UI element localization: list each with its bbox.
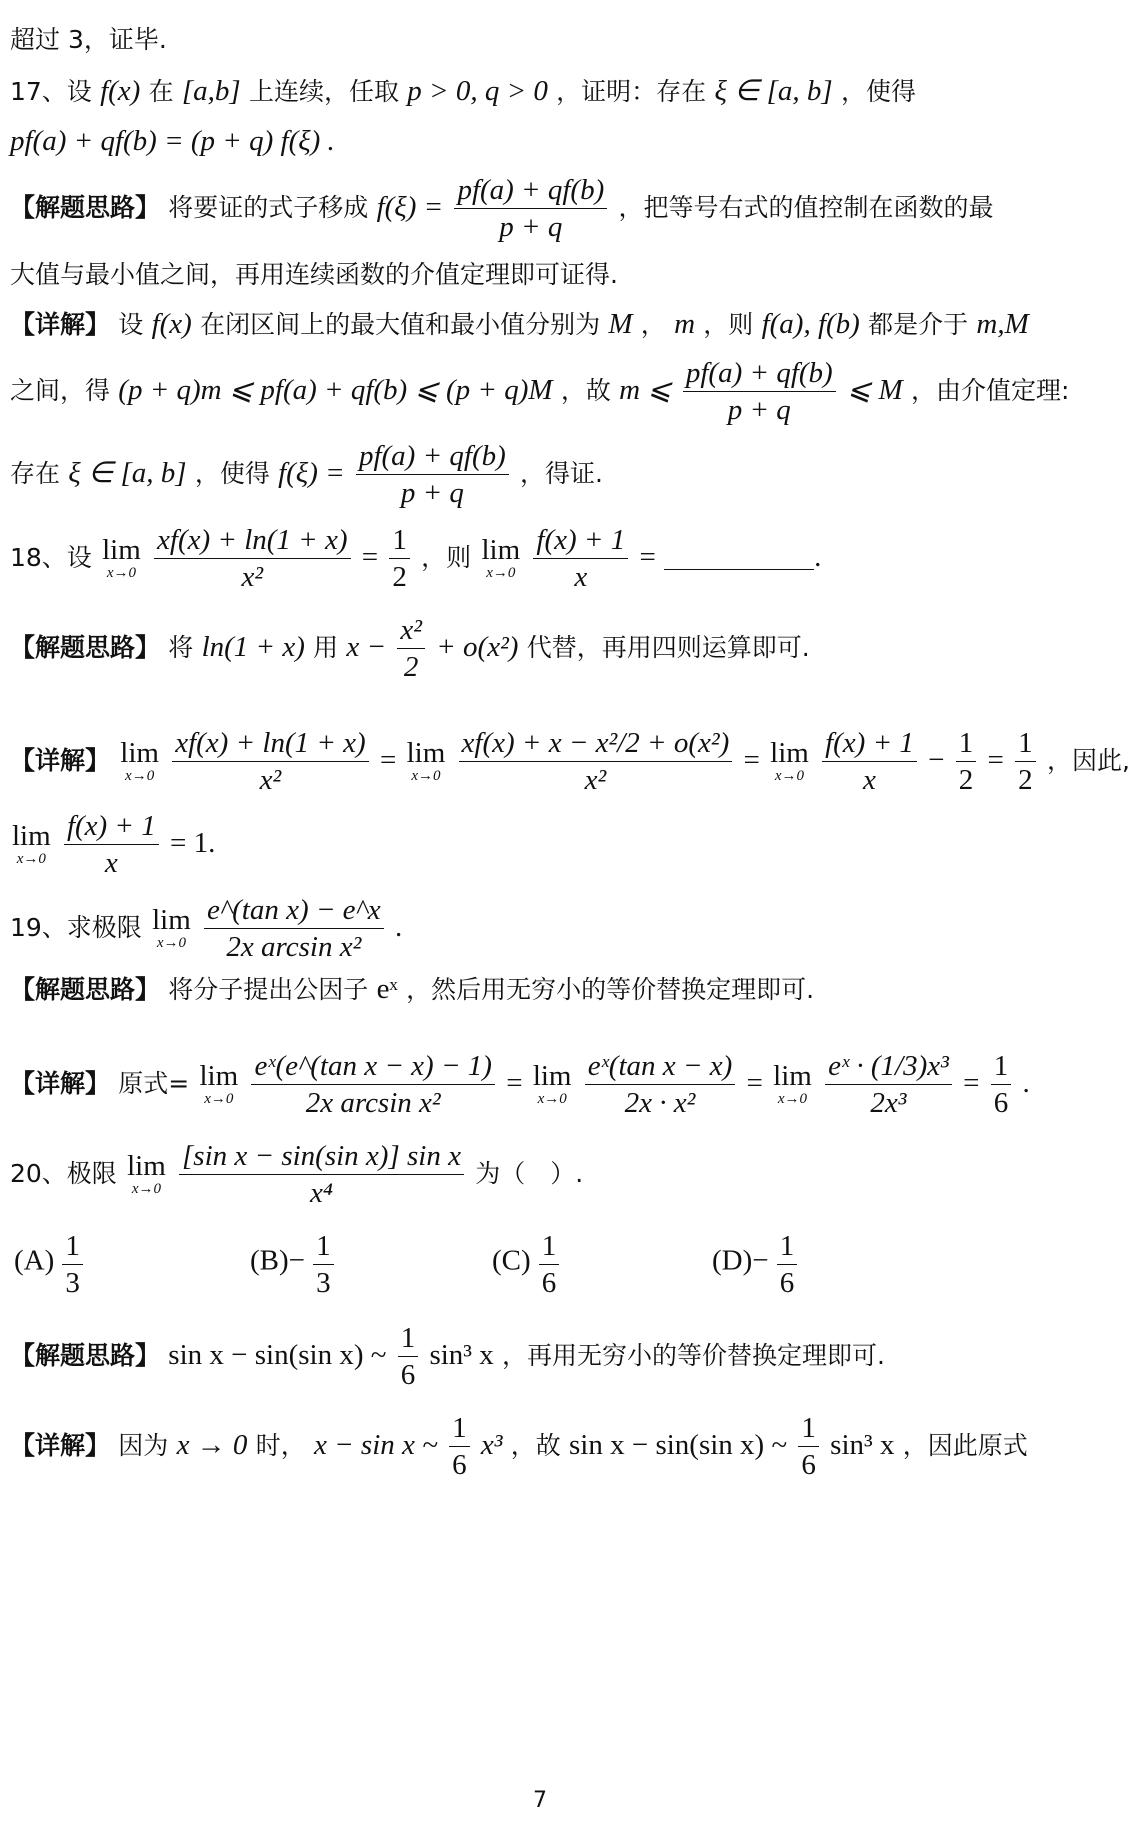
s17-idea-line2 xyxy=(10,255,618,291)
p18-fraction2 xyxy=(533,522,628,596)
s19-da: 原式= xyxy=(118,1068,190,1098)
s20-ib: sin³ x xyxy=(429,1338,494,1371)
eq-sign: = xyxy=(506,1066,523,1099)
s17-frac-num: pf(a) + qf(b) xyxy=(454,172,607,209)
option-d-sign: − xyxy=(752,1244,769,1277)
p17-text2: 上连续，任取 xyxy=(248,77,399,106)
s18-detail xyxy=(10,725,1130,799)
s18-f2-n: xf(x) + x − x²/2 + o(x²) xyxy=(459,725,733,762)
s18-half2 xyxy=(1015,725,1036,799)
s17-d2a: 之间，得 xyxy=(10,375,111,405)
s17-d1i: 都是介于 xyxy=(868,310,969,339)
s17-f-frac-num: pf(a) + qf(b) xyxy=(356,438,509,475)
s18-lim2 xyxy=(407,739,446,785)
eq-sign: = xyxy=(963,1066,980,1099)
s18-f1-n: xf(x) + ln(1 + x) xyxy=(172,725,369,762)
lim-word: lim xyxy=(127,1150,166,1182)
detail-tag: 【详解】 xyxy=(10,1430,111,1460)
option-d-n: 1 xyxy=(777,1228,798,1265)
p18-dot: . xyxy=(814,540,822,573)
s20-ia: sin x − sin(sin x) ~ xyxy=(168,1338,387,1371)
option-d[interactable] xyxy=(712,1228,800,1302)
p19-n: e^(tan x) − e^x xyxy=(204,892,384,929)
lim-sub: x→0 xyxy=(131,1181,161,1197)
option-d-label: (D) xyxy=(712,1244,753,1277)
p18-fraction1 xyxy=(154,522,351,596)
p19-dot: . xyxy=(394,910,403,943)
option-b[interactable] xyxy=(250,1228,337,1302)
p18-end-eq: = xyxy=(639,540,656,573)
p20-fraction xyxy=(179,1138,464,1212)
p19-number: 19、求极限 xyxy=(10,912,142,942)
p18-limit xyxy=(102,536,141,582)
s18-frac-d: 2 xyxy=(403,651,419,684)
s19-ic: ，然后用无穷小的等价替换定理即可. xyxy=(406,975,815,1004)
s17-d2d: m ⩽ xyxy=(619,373,672,406)
s20-ic: ，再用无穷小的等价替换定理即可. xyxy=(502,1340,885,1370)
p20-n: [sin x − sin(sin x)] sin x xyxy=(179,1138,464,1175)
p17-interval: [a,b] xyxy=(181,75,241,107)
option-c[interactable] xyxy=(492,1228,562,1302)
s17-frac-den: p + q xyxy=(499,211,563,244)
s19-ia: 将分子提出公因子 xyxy=(168,975,369,1004)
frac-n: 1 xyxy=(798,1410,819,1447)
p18-half xyxy=(389,522,410,596)
s20-de: x³ xyxy=(480,1428,503,1461)
s18-f2 xyxy=(459,725,733,799)
p17-pq: p > 0, q > 0 xyxy=(407,75,548,107)
p18-d1: x² xyxy=(241,561,264,594)
lim-word: lim xyxy=(120,737,159,769)
idea-tag: 【解题思路】 xyxy=(10,1340,161,1370)
continued-label: 超过 3，证毕. xyxy=(10,25,167,54)
option-b-n: 1 xyxy=(313,1228,334,1265)
s17-d-frac-den: p + q xyxy=(727,394,791,427)
s19-n3: eˣ · (1/3)x³ xyxy=(825,1048,952,1085)
s20-df: ，故 xyxy=(510,1430,561,1460)
lim-word: lim xyxy=(406,737,446,769)
s17-d1h: f(a), f(b) xyxy=(761,308,860,340)
s20-dd: x − sin x ~ xyxy=(313,1428,438,1461)
eq-sign: = xyxy=(987,743,1004,776)
s20-dg: sin x − sin(sin x) ~ xyxy=(569,1428,788,1461)
lim-word: lim xyxy=(152,904,191,936)
s17-idea-b: ，把等号右式的值控制在函数的最 xyxy=(618,192,994,222)
s17-d3c: ，使得 xyxy=(194,458,270,488)
option-a-frac xyxy=(62,1228,83,1302)
lim-sub: x→0 xyxy=(486,565,516,581)
s19-detail xyxy=(10,1048,1030,1122)
option-a-d: 3 xyxy=(65,1267,80,1300)
s17-fraction xyxy=(454,172,607,246)
s17-d1d: M xyxy=(608,308,633,340)
s19-f2 xyxy=(585,1048,736,1122)
s20-dc: 时， xyxy=(255,1430,306,1460)
s18-ia: 将 xyxy=(168,632,194,662)
p17-xi: ξ ∈ [a, b] xyxy=(714,75,833,107)
s18-result xyxy=(10,808,215,882)
s18-tail: ，因此, xyxy=(1046,745,1130,775)
p18-half-n: 1 xyxy=(389,522,410,559)
s18-f2-d: x² xyxy=(584,764,607,797)
s18-id: x − xyxy=(346,630,387,663)
p17-number: 17、设 xyxy=(10,77,92,106)
s17-d2f: ，由介值定理: xyxy=(910,375,1070,405)
eq-sign: = xyxy=(743,743,760,776)
p17-text1: 在 xyxy=(148,77,174,106)
p19-fraction xyxy=(204,892,384,966)
s19-f3 xyxy=(825,1048,952,1122)
p18-number: 18、设 xyxy=(10,542,92,572)
option-c-n: 1 xyxy=(539,1228,560,1265)
s17-d1e: ， xyxy=(640,310,666,339)
continued-text xyxy=(10,20,167,56)
half-n: 1 xyxy=(1015,725,1036,762)
s20-frac2 xyxy=(449,1410,470,1484)
s19-lim1 xyxy=(200,1062,239,1108)
s20-db: x → 0 xyxy=(176,1428,248,1461)
s19-dot: . xyxy=(1022,1066,1030,1099)
s17-d1j: m,M xyxy=(976,308,1029,340)
s17-d2c: ，故 xyxy=(560,375,611,405)
problem-19 xyxy=(10,892,402,966)
lim-word: lim xyxy=(12,820,51,852)
s17-d1f: m xyxy=(674,308,696,340)
s17-final-fraction xyxy=(356,438,509,512)
detail-tag: 【详解】 xyxy=(10,1068,111,1098)
idea-tag: 【解题思路】 xyxy=(10,975,161,1004)
s19-f1 xyxy=(251,1048,494,1122)
s17-d-frac-num: pf(a) + qf(b) xyxy=(683,355,836,392)
s18-lim4 xyxy=(12,822,51,868)
s17-idea-c: 大值与最小值之间，再用连续函数的介值定理即可证得. xyxy=(10,260,618,289)
lim-word: lim xyxy=(770,737,809,769)
s17-d3a: 存在 xyxy=(10,458,61,488)
option-b-frac xyxy=(313,1228,334,1302)
s18-half1 xyxy=(956,725,977,799)
option-a[interactable] xyxy=(14,1228,86,1302)
p18-limit2 xyxy=(481,536,520,582)
eq-sign: = xyxy=(379,743,397,776)
s19-n1: eˣ(e^(tan x − x) − 1) xyxy=(251,1048,494,1085)
p18-d2: x xyxy=(574,561,588,594)
p20-number: 20、极限 xyxy=(10,1158,117,1188)
s20-detail xyxy=(10,1410,1028,1484)
lim-sub: x→0 xyxy=(204,1091,234,1107)
p18-half-d: 2 xyxy=(392,561,407,594)
s18-f4-d: x xyxy=(104,847,118,880)
s17-detail-line3 xyxy=(10,438,603,512)
problem-18 xyxy=(10,522,821,596)
lim-sub: x→0 xyxy=(156,935,186,951)
s17-detail-line2 xyxy=(10,355,1069,429)
s18-if: + o(x²) xyxy=(436,630,519,663)
lim-word: lim xyxy=(199,1060,239,1092)
s19-d1: 2x arcsin x² xyxy=(305,1087,441,1120)
s17-d3b: ξ ∈ [a, b] xyxy=(68,456,187,489)
problem-17-line1 xyxy=(10,72,916,108)
s19-rd: 6 xyxy=(993,1087,1009,1120)
s17-d1a: 设 xyxy=(118,310,144,339)
p20-d: x⁴ xyxy=(310,1177,333,1210)
s18-ig: 代替，再用四则运算即可. xyxy=(526,632,810,662)
half-d: 2 xyxy=(958,764,974,797)
s18-f3-n: f(x) + 1 xyxy=(822,725,917,762)
problem-20 xyxy=(10,1138,583,1212)
minus-sign: − xyxy=(928,743,945,776)
lim-word: lim xyxy=(481,534,521,566)
s19-d3: 2x³ xyxy=(870,1087,907,1120)
detail-tag: 【详解】 xyxy=(10,310,111,339)
lim-word: lim xyxy=(102,534,141,566)
s17-detail-fraction xyxy=(683,355,836,429)
s19-rn: 1 xyxy=(991,1048,1012,1085)
s18-f4-n: f(x) + 1 xyxy=(64,808,159,845)
frac-d: 6 xyxy=(452,1449,467,1482)
option-a-n: 1 xyxy=(62,1228,83,1265)
s20-da: 因为 xyxy=(118,1430,169,1460)
option-c-d: 6 xyxy=(541,1267,557,1300)
frac-d: 6 xyxy=(801,1449,816,1482)
option-c-frac xyxy=(539,1228,560,1302)
s18-f4 xyxy=(64,808,159,882)
lim-sub: x→0 xyxy=(774,768,805,784)
s17-d3e: ，得证. xyxy=(520,458,603,488)
s20-dh: sin³ x xyxy=(830,1428,895,1461)
s20-frac3 xyxy=(798,1410,819,1484)
lim-word: lim xyxy=(773,1060,812,1092)
frac-n: 1 xyxy=(398,1320,419,1357)
s20-di: ，因此原式 xyxy=(902,1430,1028,1460)
s18-lim3 xyxy=(770,739,809,785)
option-a-label: (A) xyxy=(14,1244,55,1277)
lim-sub: x→0 xyxy=(125,768,155,784)
p18-eq: = xyxy=(361,540,379,573)
p19-d: 2x arcsin x² xyxy=(226,931,362,964)
option-d-d: 6 xyxy=(779,1267,795,1300)
p20-end: 为（ ）. xyxy=(475,1158,584,1188)
s17-d1g: ，则 xyxy=(703,310,754,339)
s18-f1 xyxy=(172,725,369,799)
s17-detail-line1 xyxy=(10,305,1029,341)
s19-idea xyxy=(10,970,814,1006)
p18-then: ，则 xyxy=(421,542,472,572)
s18-ic: 用 xyxy=(313,632,339,662)
lim-word: lim xyxy=(532,1060,572,1092)
lim-sub: x→0 xyxy=(537,1091,567,1107)
p17-text3: ，证明：存在 xyxy=(556,77,707,106)
eq-sign: = xyxy=(746,1066,763,1099)
frac-d: 6 xyxy=(400,1359,416,1392)
s17-fxi: f(ξ) = xyxy=(376,190,444,223)
s17-d2e: ⩽ M xyxy=(846,373,903,406)
s20-frac1 xyxy=(398,1320,419,1394)
problem-17-line2 xyxy=(10,125,335,158)
lim-sub: x→0 xyxy=(16,851,46,867)
s18-res: = 1. xyxy=(170,826,216,859)
p17-fx: f(x) xyxy=(100,75,141,107)
lim-sub: x→0 xyxy=(411,768,441,784)
page-number: 7 xyxy=(533,1788,547,1813)
s17-idea-a: 将要证的式子移成 xyxy=(168,192,369,222)
lim-sub: x→0 xyxy=(106,565,136,581)
s18-frac-n: x² xyxy=(397,612,425,649)
answer-blank xyxy=(664,547,814,570)
p17-equation: pf(a) + qf(b) = (p + q) f(ξ) . xyxy=(10,125,335,157)
p18-n2: f(x) + 1 xyxy=(533,522,628,559)
idea-tag: 【解题思路】 xyxy=(10,632,161,662)
s18-ib: ln(1 + x) xyxy=(201,630,305,663)
s19-lim3 xyxy=(773,1062,812,1108)
option-d-frac xyxy=(777,1228,798,1302)
p17-text4: ，使得 xyxy=(840,77,916,106)
p18-n1: xf(x) + ln(1 + x) xyxy=(154,522,351,559)
s18-idea xyxy=(10,612,810,686)
s19-ib: eˣ xyxy=(376,973,398,1005)
s18-lim1 xyxy=(120,739,159,785)
s19-lim2 xyxy=(533,1062,572,1108)
s17-d3d: f(ξ) = xyxy=(278,456,345,489)
s19-d2: 2x · x² xyxy=(624,1087,696,1120)
option-b-label: (B) xyxy=(250,1244,289,1277)
option-b-d: 3 xyxy=(316,1267,331,1300)
frac-n: 1 xyxy=(449,1410,470,1447)
half-n: 1 xyxy=(956,725,977,762)
s18-f3 xyxy=(822,725,917,799)
p19-limit xyxy=(152,906,191,952)
half-d: 2 xyxy=(1018,764,1033,797)
idea-tag: 【解题思路】 xyxy=(10,192,161,222)
s20-idea xyxy=(10,1320,885,1394)
s17-d2b: (p + q)m ⩽ pf(a) + qf(b) ⩽ (p + q)M xyxy=(118,373,553,406)
option-b-sign: − xyxy=(288,1244,306,1277)
s18-f1-d: x² xyxy=(259,764,282,797)
s18-f3-d: x xyxy=(863,764,876,797)
s18-frac xyxy=(397,612,425,686)
option-c-label: (C) xyxy=(492,1244,531,1277)
p20-limit xyxy=(127,1152,166,1198)
s17-d1b: f(x) xyxy=(151,308,192,340)
s17-d1c: 在闭区间上的最大值和最小值分别为 xyxy=(200,310,601,339)
lim-sub: x→0 xyxy=(777,1091,808,1107)
s19-result xyxy=(991,1048,1012,1122)
s17-idea-line xyxy=(10,172,994,246)
s19-n2: eˣ(tan x − x) xyxy=(585,1048,736,1085)
s17-f-frac-den: p + q xyxy=(400,477,464,510)
detail-tag: 【详解】 xyxy=(10,745,111,775)
